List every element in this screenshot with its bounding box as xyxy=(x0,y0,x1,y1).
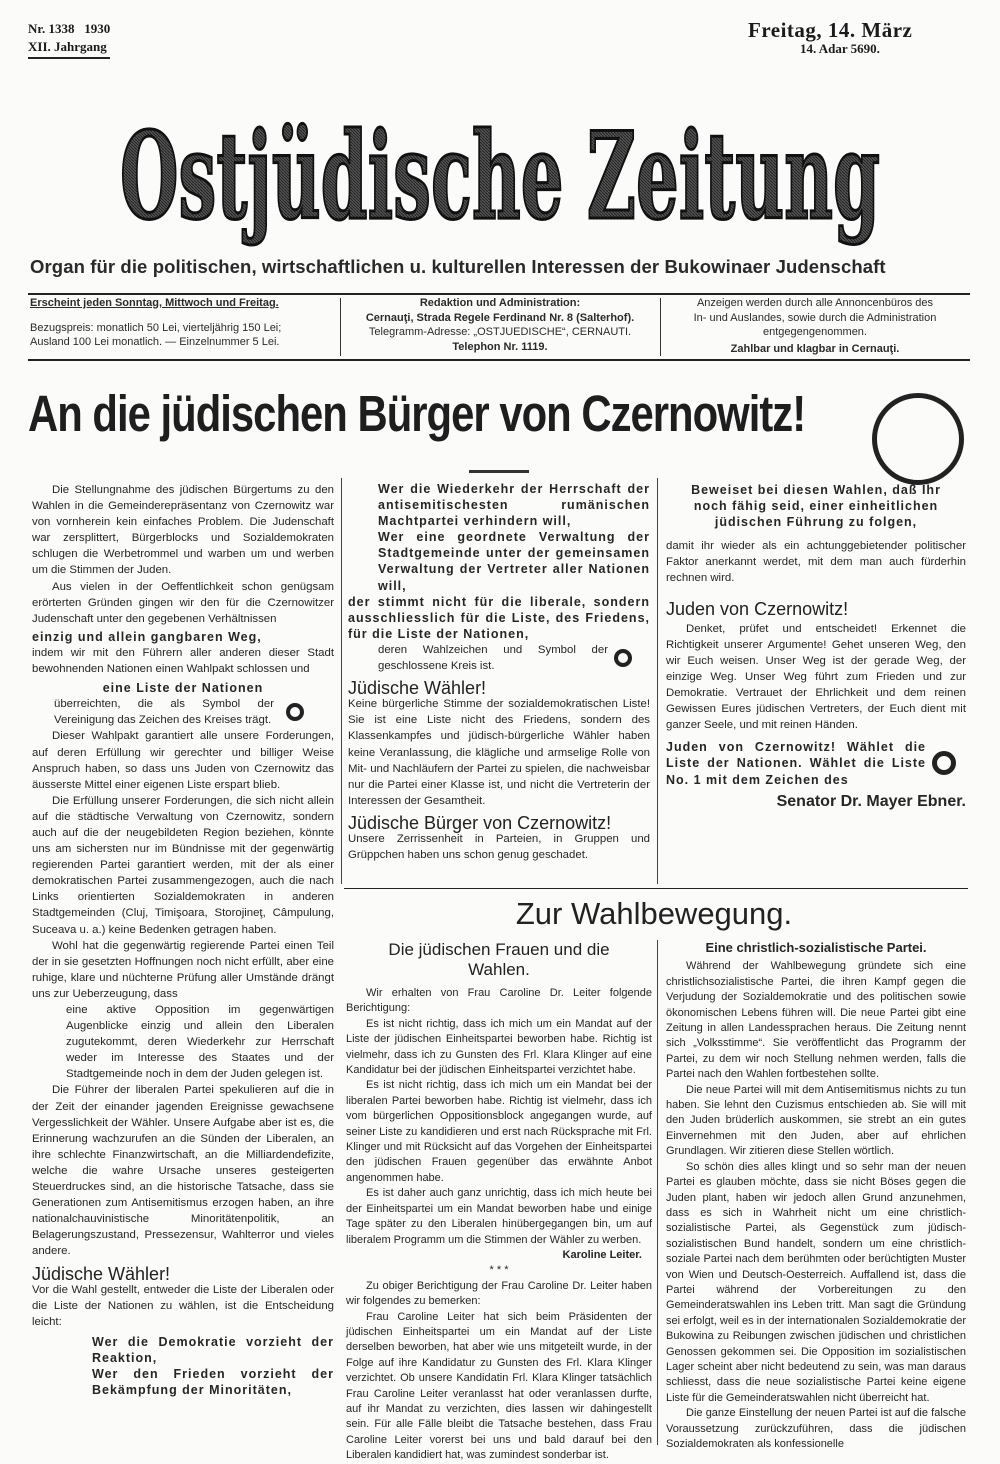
col2-bold-line: Wer die Wiederkehr der Herrschaft der antisemitischesten rumänischen Machtpartei verhindern will, xyxy=(378,482,650,529)
col3-paragraph: damit ihr wieder als ein achtunggebietender politischer Faktor anerkannt werdet, mit dem man auch fürderhin rechnen wird. xyxy=(666,540,966,585)
col3-paragraph: Denket, prüfet und entscheidet! Erkennet die Richtigkeit unserer Argumente! Gehet unseren Weg, den wir Euch weisen. Unser Weg ist der gerade Weg, der einzige Weg. Unser Weg führt zum Frieden und zur Demokratie. Vertrauet der Ehrlichkeit und dem reinen Gewissen Eures jüdischen Vertreters, der Euch dient mit ganzer Seele, und mit reinen Händen. xyxy=(666,622,966,732)
signature-line: Senator Dr. Mayer Ebner. xyxy=(776,792,966,810)
publication-days: Erscheint jeden Sonntag, Mittwoch und Freitag. xyxy=(30,297,279,309)
section-title: Zur Wahlbewegung. xyxy=(515,896,793,931)
article-paragraph: Die neue Partei will mit dem Antisemitismus nichts zu tun haben. Sie lehnt den Cuzismus entschieden ab. Sie will mit den Juden brüderlich auskommen, sie strebt an ein gutes Einvernehmen mit den Juden, aber auf ehrlichen Grundlagen. Wir zitieren diese Stellen wörtlich. xyxy=(666,1083,966,1158)
info-divider-1 xyxy=(340,298,341,356)
article-party xyxy=(666,940,966,1452)
article-women-title: Die jüdischen Frauen und die Wahlen. xyxy=(388,940,610,979)
col1-paragraph: eine aktive Opposition im gegenwärtigen Augenblicke einzig und allein den Liberalen zugutekommt, deren Wiederkehr zur Herrschaft weder im Interesse des Staates und der Stadtgemeinde noch in dem der Juden gelegen ist. xyxy=(66,1004,334,1081)
column-ornament xyxy=(469,470,529,473)
newspaper-title xyxy=(110,78,890,268)
section-rule xyxy=(344,888,968,889)
col1-bold-line: Wer den Frieden vorzieht der Bekämpfung der Minoritäten, xyxy=(92,1367,334,1398)
col1-paragraph: Die Erfüllung unserer Forderungen, die sich nicht allein auf die städtische Verwaltung von Czernowitz, sondern auch auf die der neugebildeten Region beziehen, könnte uns am sichersten nur im Bündnisse mit der gegenwärtig regierenden Partei garantiert werden, mit der als einer demokratischen Partei zusammengezogen, auch die nach Links orientierten Sozialdemokraten in anderen Stadtgemeinden (Cluj, Timişoara, Storojineţ, Câmpulung, Suceava u. a.) keine Bedenken getragen haben. xyxy=(32,794,334,936)
col1-bold-line: Wer die Demokratie vorzieht der Reaktion, xyxy=(92,1334,334,1365)
col3-bold-line: Juden von Czernowitz! Wählet die Liste der Nationen. Wählet die Liste No. 1 mit dem Zeichen des xyxy=(666,740,926,787)
telegram-address: Telegramm-Adresse: „OSTJUEDISCHE“, CERNAUTI. xyxy=(368,326,632,338)
hebrew-date: 14. Adar 5690. xyxy=(800,41,880,56)
date-block xyxy=(748,18,948,57)
col3-bold-line: Beweiset bei diesen Wahlen, daß Ihr noch fähig seid, einer einheitlichen jüdischen Führung zu folgen, xyxy=(691,483,941,530)
advert-line-1: Anzeigen werden durch alle Annoncenbüros des xyxy=(696,297,934,309)
col2-paragraph: deren Wahlzeichen und Symbol der geschlossene Kreis ist. xyxy=(378,643,608,673)
column-2 xyxy=(348,470,650,863)
issue-info xyxy=(28,20,110,59)
col1-paragraph: Vor die Wahl gestellt, entweder die Liste der Liberalen oder die Liste der Nationen zu wählen, ist die Entscheidung leicht: xyxy=(32,1283,334,1328)
col2-paragraph: Unsere Zerrissenheit in Parteien, in Gruppen und Grüppchen haben uns schon genug geschadet. xyxy=(348,832,650,862)
article-paragraph: Zu obiger Berichtigung der Frau Caroline Dr. Leiter haben wir folgendes zu bemerken: xyxy=(346,1279,652,1308)
column-divider xyxy=(657,940,658,1445)
col1-bold-line: einzig und allein gangbaren Weg, xyxy=(32,629,262,644)
article-party-title: Eine christlich-sozialistische Partei. xyxy=(705,940,927,955)
col1-paragraph: Aus vielen in der Oeffentlichkeit schon genügsam erörterten Gründen gingen wir den für die Czernowitzer Judenschaft unter den gegebenen Verhältnissen xyxy=(32,580,334,625)
advert-info xyxy=(666,296,964,356)
telephone: Telephon Nr. 1119. xyxy=(452,340,548,353)
separator-stars: * * * xyxy=(489,1264,509,1277)
circle-icon xyxy=(286,703,304,721)
top-rule xyxy=(28,293,970,295)
circle-icon xyxy=(932,751,956,775)
article-paragraph: Frau Caroline Leiter hat sich beim Präsidenten der jüdischen Einheitspartei um ein Mandat auf der Liste derselben beworben, hat aber wie uns mitgeteilt wurde, in der Folge auf ihre Kandidatur zu Gunsten des Frl. Klara Klinger verzichtet. Ob unsere Kandidatin Frl. Klara Klinger tatsächlich Frau Caroline Leiter veranlasst hat oder veranlassen durfte, auf ihr Mandat zu verzichten, dies lassen wir dahingestellt sein. Für alle Fälle bleibt die Tatsache bestehen, dass Frau Caroline Leiter vorerst bei uns und bald darauf bei den Liberalen kandidiert hat, was zumindest sonderbar ist. xyxy=(346,1310,652,1462)
circle-icon xyxy=(614,649,632,667)
info-divider-2 xyxy=(660,298,661,356)
title-blackletter xyxy=(110,78,890,268)
tagline: Organ für die politischen, wirtschaftlichen u. kulturellen Interessen der Bukowinaer Judenschaft xyxy=(30,256,886,277)
column-divider xyxy=(657,478,658,884)
col3-subheading: Juden von Czernowitz! xyxy=(666,598,849,619)
col1-paragraph: Die Stellungnahme des jüdischen Bürgertums zu den Wahlen in die Gemeinderepräsentanz von Czernowitz war von vornherein kein einfaches Problem. Die Judenschaft war zersplittert, Bürgerblocks und Sozialdemokraten schlugen die Werbetrommel und warben um und werben um die Stimmen der Juden. xyxy=(32,484,334,577)
col2-subheading: Jüdische Bürger von Czernowitz! xyxy=(348,812,612,833)
editorial-address: Cernauţi, Strada Regele Ferdinand Nr. 8 (Salterhof). xyxy=(365,311,635,324)
editorial-heading: Redaktion und Administration: xyxy=(419,297,581,309)
article-paragraph: Es ist daher auch ganz unrichtig, dass ich mich heute bei der Einheitspartei um ein Mandat beworben habe und einige Tage später zu den Liberalen hinübergegangen bin, um auf liberalem Programm um die Stimmen der Wähler zu werben. xyxy=(346,1187,652,1246)
article-signature: Karoline Leiter. xyxy=(562,1248,642,1261)
article-paragraph: Es ist nicht richtig, dass ich mich um ein Mandat bei der liberalen Partei beworben habe. Richtig ist vielmehr, dass ich vom bürgerlichen Oppositionsblock angegangen wurde, auf seiner Liste zu kandidieren und erst nach Rücksprache mit Frl. Klinger und mit Rücksicht auf das Vorgehen der Einheitspartei den jüdischen Frauen gegenüber das erwähnte Anbot angenommen habe. xyxy=(346,1079,652,1184)
price-line-1: Bezugspreis: monatlich 50 Lei, vierteljährig 150 Lei; xyxy=(30,321,282,334)
col1-paragraph: Wohl hat die gegenwärtig regierende Partei einen Teil der in sie gesetzten Hoffnungen noch nicht erfüllt, aber eine ruhige, klare und nüchterne Prüfung aller Umstände drängt uns zur Ueberzeugung, dass xyxy=(32,939,334,1000)
article-women xyxy=(346,940,652,1464)
subscription-info xyxy=(30,296,335,356)
col2-subheading: Jüdische Wähler! xyxy=(348,678,487,699)
column-divider xyxy=(341,478,342,884)
editorial-info xyxy=(346,296,654,356)
col2-bold-line: Wer eine geordnete Verwaltung der Stadtgemeinde unter der gemeinsamen Verwaltung der Vertreter aller Nationen will, xyxy=(378,530,650,593)
advert-line-2: In- und Auslandes, sowie durch die Administration xyxy=(693,311,937,324)
circle-symbol xyxy=(872,393,964,485)
issue-number: Nr. 1338 1930 xyxy=(28,21,111,36)
article-paragraph: So schön dies alles klingt und so sehr man der neuen Partei es glauben möchte, dass sie nicht Böses gegen die Juden plant, haben wir jedoch allen Grund anzunehmen, dass es sich in Wahrheit nicht um eine christlich-sozialistische Partei, als Gegenstück zum jüdisch-sozialistischen Bund handelt, sondern um eine christlich-soziale Partei nach dem berühmten oder berüchtigten Muster von Wien und Deutsch-Oesterreich. Auffallend ist, dass die Partei während der Vorbereitungen zu den Gemeinderatswahlen ins Leben tritt. Man sagt die Gründung sei erfolgt, weil es in der internationalen Sozialdemokratie der Bukowina zu Reibungen zwischen jüdischen und christlichen Genossen gekommen sei. Die Opposition im sozialistischen Lager scheint aber nicht bedeutend zu sein, was man daraus schliesst, dass die neue sozialistische Partei keine eigene Liste für die Gemeinderatswahlen nicht überreicht hat. xyxy=(666,1160,966,1404)
article-paragraph: Die ganze Einstellung der neuen Partei ist auf die falsche Voraussetzung zurückzuführen, dass die jüdischen Sozialdemokraten als konfessionelle xyxy=(666,1407,966,1450)
price-line-2: Ausland 100 Lei monatlich. — Einzelnummer 5 Lei. xyxy=(30,336,280,348)
column-3 xyxy=(666,482,966,810)
col1-paragraph: überreichten, die als Symbol der Vereinigung das Zeichen des Kreises trägt. xyxy=(54,698,274,727)
headline: An die jüdischen Bürger von Czernowitz! xyxy=(28,385,806,442)
bottom-rule xyxy=(28,359,970,361)
payable-line: Zahlbar und klagbar in Cernauţi. xyxy=(730,342,900,355)
col1-paragraph: Dieser Wahlpakt garantiert alle unsere Forderungen, auf deren Erfüllung wir gerechter und billiger Weise Anspruch haben, so dass uns Juden von Czernowitz das äusserste Mittel einer eigenen Liste erspart blieb. xyxy=(32,730,334,791)
col1-paragraph: indem wir mit den Führern aller anderen dieser Stadt bewohnenden Nationen einen Wahlpakt schlossen und xyxy=(32,646,334,676)
col2-paragraph: Keine bürgerliche Stimme der sozialdemokratischen Liste! Sie ist eine Liste nicht des Friedens, sondern des Klassenkampfes und jüdisch-bürgerliche Wähler haben keine Veranlassung, die klägliche und armselige Rolle von Mit- und Nachläufern der Partei zu spielen, die nachweisbar nur die Partei einer Klasse ist, und nicht die Vertreterin der Interessen der Gesamtheit. xyxy=(348,698,650,807)
advert-line-3: entgegengenommen. xyxy=(763,326,867,338)
title-text: Ostjüdische Zeitung xyxy=(120,106,880,247)
article-paragraph: Wir erhalten von Frau Caroline Dr. Leiter folgende Berichtigung: xyxy=(346,987,652,1015)
col2-bold-line: der stimmt nicht für die liberale, sondern ausschliesslich für die Liste, des Friedens, für die Liste der Nationen, xyxy=(348,594,650,641)
col1-paragraph: Die Führer der liberalen Partei spekulieren auf die in der Zeit der einander jagenden Ereignisse gewachsene Vergesslichkeit der Wähler. Unsere Aufgabe aber ist es, die Erinnerung wachzurufen an die Sünden der Liberalen, an ihre schlechte Finanzwirtschaft, an die Milliardendefizite, welche die wahre Ursache unseres gesteigerten Steuerdruckes sind, an die historische Tatsache, dass sie Generationen zum Antisemitismus erzogen haben, an ihre nationalchauvinistische Minoritätenpolitik, an Belagerungszustand, Pressezensur, Wahlterror und vieles andere. xyxy=(32,1084,334,1258)
col1-bold-line: eine Liste der Nationen xyxy=(102,681,264,696)
article-paragraph: Während der Wahlbewegung gründete sich eine christlichsozialistische Partei, die ihren Kampf gegen die Verjudung der Sozialdemokratie und des politischen sowie ökonomischen Lebens führen will. Die neue Partei gibt eine Zeitung in allen Landessprachen heraus. Die Zeitung nennt sich „Volksstimme“. Sie veröffentlicht das Programm der Partei, zu dem wir noch Stellung nehmen werden, falls die Partei nach den Wahlen fortbestehen sollte. xyxy=(666,960,966,1081)
col1-subheading: Jüdische Wähler! xyxy=(32,1263,171,1284)
issue-date: Freitag, 14. März xyxy=(748,18,913,42)
column-1 xyxy=(32,482,334,1398)
article-paragraph: Es ist nicht richtig, dass ich mich um ein Mandat auf der Liste der jüdischen Einheitspartei beworben habe. Richtig ist vielmehr, dass ich zu Gunsten des Frl. Klara Klinger auf eine Kandidatur bei der jüdischen Einheitspartei verzichtet habe. xyxy=(346,1017,652,1077)
volume: XII. Jahrgang xyxy=(28,38,110,59)
